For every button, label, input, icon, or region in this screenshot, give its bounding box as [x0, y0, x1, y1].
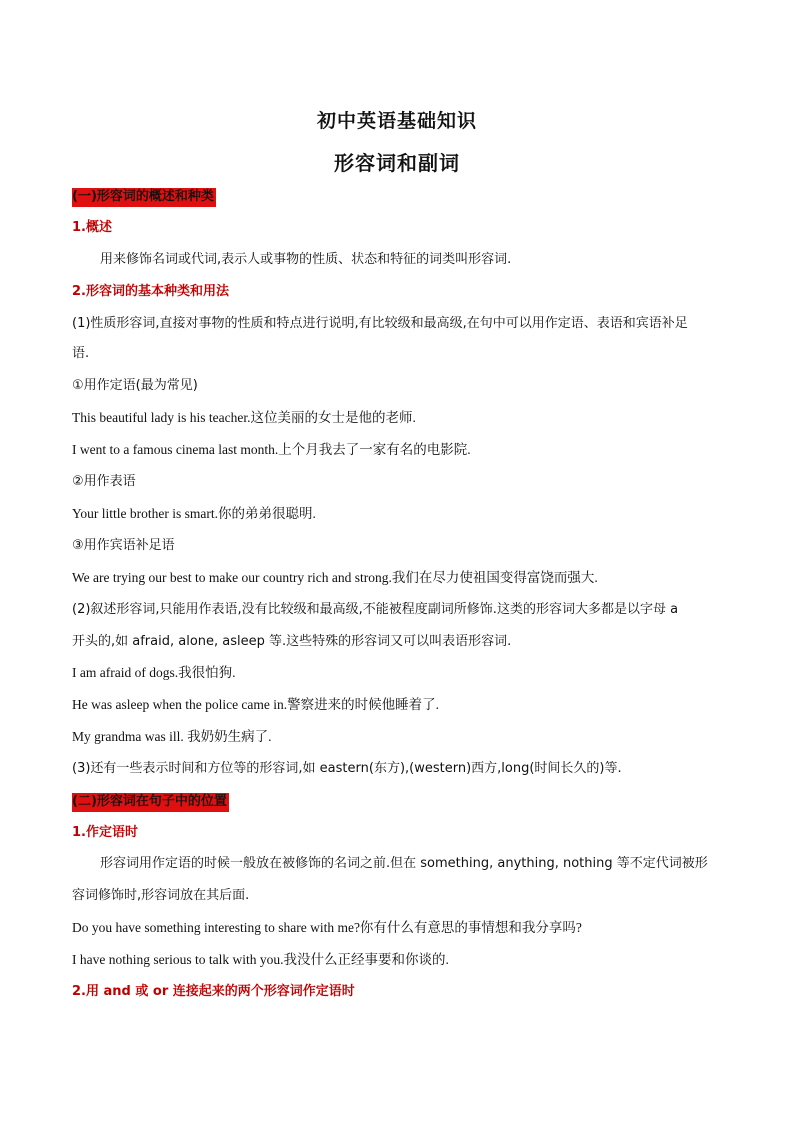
document-title: 初中英语基础知识 [316, 110, 477, 132]
example-sentence: He was asleep when the police came in.警察进来的时候他睡着了. [72, 697, 440, 712]
paragraph: 形容词用作定语的时候一般放在被修饰的名词之前.但在 something, anything, nothing 等不定代词被形 [100, 856, 708, 871]
example-sentence: I have nothing serious to talk with you.我没什么正经事要和你谈的. [72, 952, 449, 967]
example-sentence: This beautiful lady is his teacher.这位美丽的女士是他的老师. [72, 410, 416, 425]
paragraph: 用来修饰名词或代词,表示人或事物的性质、状态和特征的词类叫形容词. [100, 252, 512, 267]
paragraph-continued: 开头的,如 afraid, alone, asleep 等.这些特殊的形容词又可以叫表语形容词. [72, 634, 512, 649]
paragraph: (1)性质形容词,直接对事物的性质和特点进行说明,有比较级和最高级,在句中可以用作定语、表语和宾语补足 [72, 316, 688, 331]
example-sentence: Do you have something interesting to share with me?你有什么有意思的事情想和我分享吗? [72, 920, 582, 935]
section-heading-label: (一)形容词的概述和种类 [72, 188, 216, 207]
subsection-heading: 2.形容词的基本种类和用法 [72, 284, 229, 299]
subsection-heading: 2.用 and 或 or 连接起来的两个形容词作定语时 [72, 984, 355, 999]
section-heading-label: (二)形容词在句子中的位置 [72, 793, 229, 812]
paragraph: (2)叙述形容词,只能用作表语,没有比较级和最高级,不能被程度副词所修饰.这类的形容词大多都是以字母 a [72, 602, 679, 617]
paragraph: (3)还有一些表示时间和方位等的形容词,如 eastern(东方),(western)西方,long(时间长久的)等. [72, 761, 622, 776]
example-sentence: I am afraid of dogs.我很怕狗. [72, 665, 236, 680]
paragraph-continued: 容词修饰时,形容词放在其后面. [72, 888, 250, 903]
example-sentence: My grandma was ill. 我奶奶生病了. [72, 729, 272, 744]
document-subtitle: 形容词和副词 [334, 151, 460, 175]
section-heading [72, 188, 732, 207]
example-sentence: I went to a famous cinema last month.上个月我去了一家有名的电影院. [72, 442, 471, 457]
usage-label: ①用作定语(最为常见) [72, 378, 198, 393]
section-heading [72, 793, 732, 812]
usage-label: ③用作宾语补足语 [72, 538, 175, 553]
example-sentence: We are trying our best to make our country rich and strong.我们在尽力使祖国变得富饶而强大. [72, 570, 598, 585]
usage-label: ②用作表语 [72, 474, 136, 489]
subsection-heading: 1.作定语时 [72, 825, 138, 840]
subsection-heading: 1.概述 [72, 220, 112, 235]
example-sentence: Your little brother is smart.你的弟弟很聪明. [72, 506, 316, 521]
paragraph-continued: 语. [72, 346, 90, 361]
